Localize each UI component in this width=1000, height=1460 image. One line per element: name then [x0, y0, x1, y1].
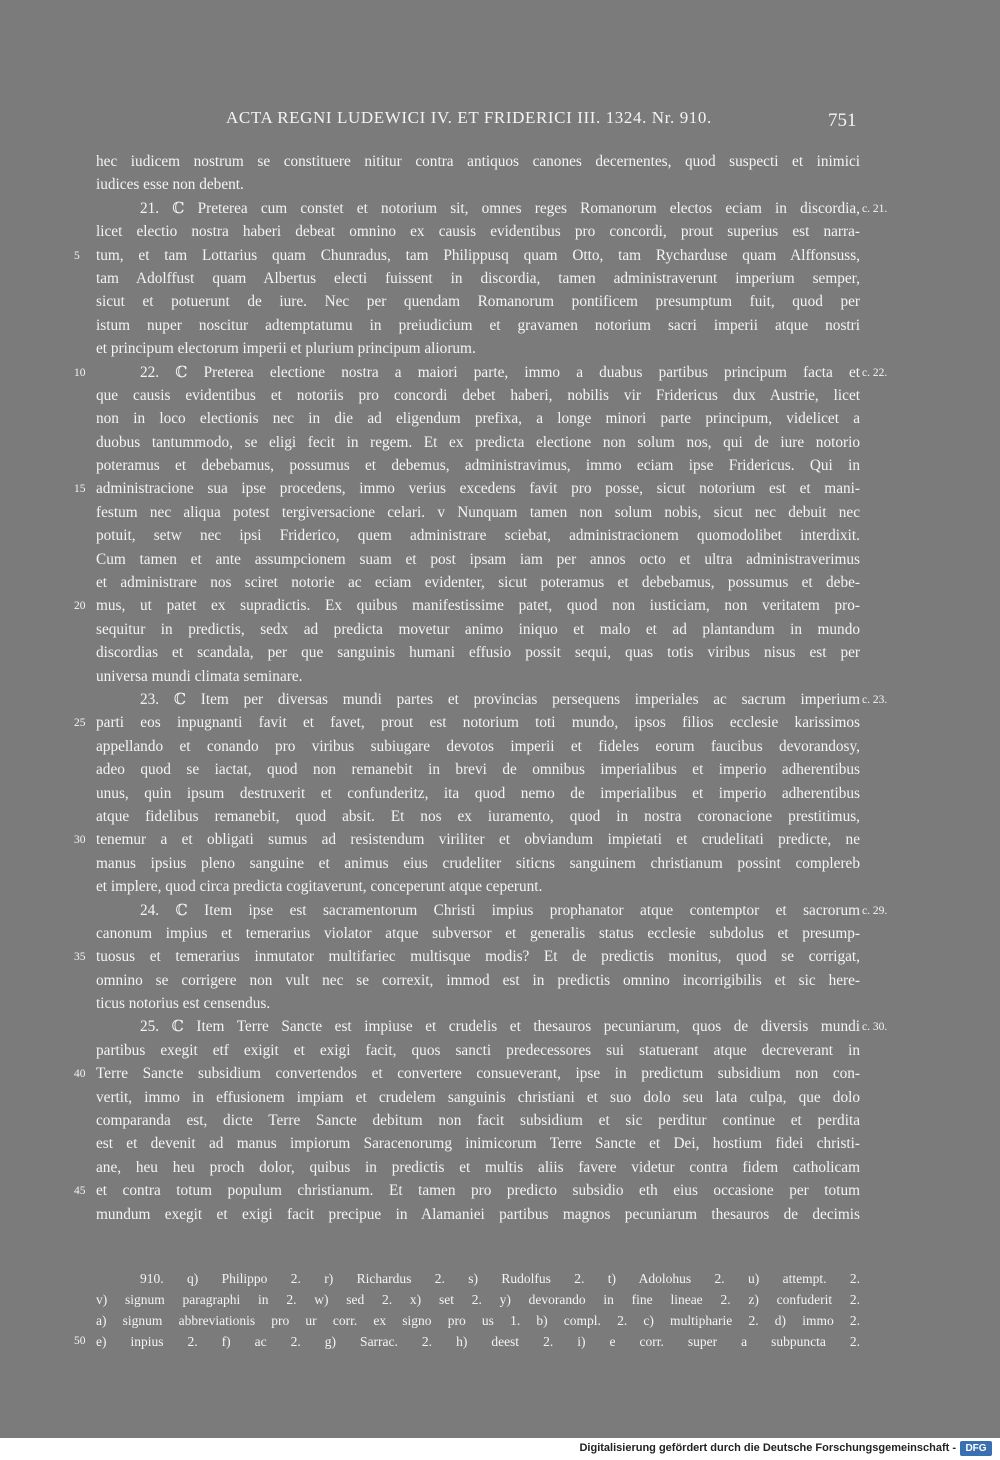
line-text: potuit, setw nec ipsi Friderico, quem administrare sciebat, administracionem quomodolibet interdixit.: [96, 527, 860, 545]
line-text: administracione sua ipse procedens, immo verius excedens favit pro posse, sicut notorium est et mani-: [96, 480, 860, 498]
text-line: [0, 875, 1000, 898]
text-line: [0, 173, 1000, 196]
text-line: [0, 1039, 1000, 1062]
footnote-text: a) signum abbreviationis pro ur corr. ex signo pro us 1. b) compl. 2. c) multipharie 2. d) immo 2.: [96, 1313, 860, 1328]
text-line: [0, 969, 1000, 992]
text-line: [0, 805, 1000, 828]
text-line: [0, 1109, 1000, 1132]
line-number: 25: [74, 717, 86, 730]
text-line: [0, 314, 1000, 337]
line-text: que causis evidentibus et notoriis pro concordi debet haberi, nobilis vir Fridericus dux Austrie, licet: [96, 386, 860, 404]
funding-credit: Digitalisierung gefördert durch die Deutsche Forschungsgemeinschaft -: [579, 1442, 956, 1454]
text-line: [0, 1156, 1000, 1179]
text-line: [0, 197, 1000, 220]
text-line: [0, 150, 1000, 173]
line-text: et principum electorum imperii et plurium principum aliorum.: [96, 340, 476, 358]
line-number: 5: [74, 249, 80, 262]
line-text: mus, ut patet ex supradictis. Ex quibus manifestissime patet, quod non iusticiam, non veritatem pro-: [96, 597, 860, 615]
text-line: [0, 688, 1000, 711]
line-text: unus, quin ipsum destruxerit et confunderitz, ita quod nemo de imperialibus et imperio adherentibus: [96, 784, 860, 802]
line-number: 30: [74, 834, 86, 847]
line-text: discordias et scandala, per que sanguinis humani effusio possit sequi, quas totis viribus nisus est per: [96, 644, 860, 662]
dfg-logo: DFG: [960, 1441, 992, 1456]
line-text: omnino se corrigere non vult nec se correxit, immod est in predictis omnino incorrigibilis et sic here-: [96, 971, 860, 989]
text-line: [0, 1086, 1000, 1109]
footnote-text: e) inpius 2. f) ac 2. g) Sarrac. 2. h) deest 2. i) e corr. super a subpuncta 2.: [96, 1334, 860, 1349]
text-line: [0, 711, 1000, 734]
text-line: [0, 594, 1000, 617]
text-line: [0, 571, 1000, 594]
line-text: vertit, immo in effusionem impiam et crudelem sanguinis christiani et suo dolo seu lata culpa, que dolo: [96, 1088, 860, 1106]
footer-bar: [0, 1438, 1000, 1460]
line-text: atque fidelibus remanebit, quod absit. Et nos ex iuramento, quod in nostra coronacione prestitimus,: [96, 807, 860, 825]
line-text: partibus exegit etf exigit et exigi facit, quos sancti predecessores sui statuerant atque decreverant in: [96, 1041, 860, 1059]
text-line: [0, 1015, 1000, 1038]
text-line: [0, 431, 1000, 454]
margin-note: c. 22.: [862, 366, 888, 379]
text-line: [0, 524, 1000, 547]
line-text: et contra totum populum christianum. Et tamen pro predicto subsidio eth eius occasione per totum: [96, 1182, 860, 1200]
line-text: comparanda est, dicte Terre Sancte debitum non facit subsidium et sic perditur continue et perdita: [96, 1112, 860, 1130]
footnote-line: [0, 1331, 1000, 1352]
text-line: [0, 1179, 1000, 1202]
line-text: 23. ℂ Item per diversas mundi partes et provincias persequens imperiales ac sacrum imperium: [140, 690, 860, 708]
text-line: [0, 477, 1000, 500]
line-number: 10: [74, 366, 86, 379]
line-text: sicut et potuerunt de iure. Nec per quendam Romanorum pontificem presumptum fuit, quod per: [96, 293, 860, 311]
text-line: [0, 992, 1000, 1015]
line-text: et implere, quod circa predicta cogitaverunt, conceperunt atque ceperunt.: [96, 878, 543, 896]
text-line: [0, 1062, 1000, 1085]
line-number: 15: [74, 483, 86, 496]
line-text: 25. ℂ Item Terre Sancte est impiuse et crudelis et thesauros pecuniarum, quos de diversis mundi: [140, 1018, 860, 1036]
text-line: [0, 922, 1000, 945]
line-text: istum nuper noscitur adtemptatumu in preiudicium et gravamen notorium sacri imperii atque nostri: [96, 316, 860, 334]
margin-note: c. 30.: [862, 1021, 888, 1034]
text-line: [0, 641, 1000, 664]
line-text: est et devenit ad manus impiorum Saracenorumg inimicorum Terre Sancte et Dei, hostium fidei christi-: [96, 1135, 860, 1153]
text-line: [0, 899, 1000, 922]
line-text: ane, heu heu proch dolor, quibus in predictis et multis aliis favere videtur contra fidem catholicam: [96, 1158, 860, 1176]
line-text: appellando et conando pro viribus subiugare devotos imperii et fideles eorum faucibus devorandosy,: [96, 737, 860, 755]
text-line: [0, 758, 1000, 781]
text-line: [0, 548, 1000, 571]
line-text: sequitur in predictis, sedx ad predicta movetur animo iniquo et malo et ad plantandum in mundo: [96, 620, 860, 638]
margin-note: c. 23.: [862, 693, 888, 706]
line-number: 45: [74, 1185, 86, 1198]
line-number: 50: [74, 1335, 86, 1347]
line-text: hec iudicem nostrum se constituere nititur contra antiquos canones decernentes, quod suspecti et inimici: [96, 153, 860, 170]
text-line: [0, 290, 1000, 313]
main-text: [0, 150, 1000, 1226]
text-line: [0, 852, 1000, 875]
text-line: [0, 361, 1000, 384]
line-text: non in loco electionis nec in die ad eligendum prefixa, a longe minori parte principum, videlicet a: [96, 410, 860, 428]
text-line: [0, 384, 1000, 407]
line-text: adeo quod se iactat, quod non remanebit in brevi de omnibus imperialibus et imperio adherentibus: [96, 761, 860, 779]
margin-note: c. 29.: [862, 904, 888, 917]
line-text: Terre Sancte subsidium convertendos et convertere consueverant, ipse in predictum subsidium non con-: [96, 1065, 860, 1083]
text-line: [0, 337, 1000, 360]
line-text: licet electio nostra haberi debeat omnino ex causis evidentibus pro concordi, prout superius est narra-: [96, 223, 860, 241]
footnote-line: [0, 1310, 1000, 1331]
text-line: [0, 1203, 1000, 1226]
line-text: tam Adolffust quam Albertus electi fuissent in discordia, tamen administraverunt imperium semper,: [96, 269, 860, 287]
footnote-text: 910. q) Philippo 2. r) Richardus 2. s) Rudolfus 2. t) Adolohus 2. u) attempt. 2.: [140, 1271, 860, 1286]
line-text: duobus tantummodo, se eligi fecit in regem. Et ex predicta electione non solum nos, qui de iure notorio: [96, 433, 860, 451]
line-text: 21. ℂ Preterea cum constet et notorium sit, omnes reges Romanorum electos eciam in discordia,: [140, 199, 860, 217]
footnote-text: v) signum paragraphi in 2. w) sed 2. x) set 2. y) devorando in fine lineae 2. z) confuderit 2.: [96, 1292, 860, 1307]
line-text: poteramus et debebamus, possumus et debemus, administravimus, immo eciam ipse Fridericus. Qui in: [96, 457, 860, 475]
footnote-line: [0, 1289, 1000, 1310]
line-text: et administrare nos sciret notorie ac eciam evidenter, sicut poteramus et debebamus, possumus et debe-: [96, 574, 860, 592]
line-text: tuosus et temerarius inmutator multifariec multisque modis? Et de predictis monitus, quod se corrigat,: [96, 948, 860, 966]
text-line: [0, 1132, 1000, 1155]
line-number: 40: [74, 1068, 86, 1081]
line-text: tenemur a et obligati sumus ad resistendum viriliter et obviandum impietati et crudelitati predicte, ne: [96, 831, 860, 849]
running-title: ACTA REGNI LUDEWICI IV. ET FRIDERICI III. 1324. Nr. 910.: [226, 108, 712, 127]
footnote-line: [0, 1268, 1000, 1289]
line-text: ticus notorius est censendus.: [96, 995, 271, 1013]
text-line: [0, 244, 1000, 267]
line-number: 35: [74, 951, 86, 964]
line-text: parti eos inpugnanti favit et favet, prout est notorium toti mundo, ipsos filios ecclesie karissimos: [96, 714, 860, 732]
text-line: [0, 454, 1000, 477]
line-text: festum nec aliqua potest tergiversacione celari. v Nunquam tamen non solum nobis, sicut nec debuit nec: [96, 503, 860, 521]
text-line: [0, 618, 1000, 641]
line-text: universa mundi climata seminare.: [96, 667, 303, 685]
text-line: [0, 267, 1000, 290]
text-line: [0, 828, 1000, 851]
line-text: 22. ℂ Preterea electione nostra a maiori parte, immo a duabus partibus principum facta et: [140, 363, 860, 381]
footnotes: [0, 1268, 1000, 1352]
line-text: 24. ℂ Item ipse est sacramentorum Christi impius prophanator atque contemptor et sacrorum: [140, 901, 860, 919]
text-line: [0, 782, 1000, 805]
margin-note: c. 21.: [862, 202, 888, 215]
text-line: [0, 945, 1000, 968]
line-text: mundum exegit et exigi facit precipue in Alamaniei partibus magnos pecuniarum thesauros de decimis: [96, 1205, 860, 1223]
text-line: [0, 220, 1000, 243]
line-text: manus ipsius pleno sanguine et animus eius crudeliter siticns sanguinem christianum possint complereb: [96, 854, 860, 872]
line-text: Cum tamen et ante assumpcionem suam et post ipsam iam per annos octo et ultra administraverimus: [96, 550, 860, 568]
page-number: 751: [828, 110, 857, 131]
line-text: canonum impius et temerarius violator atque subversor et generalis status ecclesie subdolus et presump-: [96, 924, 860, 942]
line-text: tum, et tam Lottarius quam Chunradus, tam Philippusq quam Otto, tam Rycharduse quam Alffonsuss,: [96, 246, 860, 264]
text-line: [0, 501, 1000, 524]
text-line: [0, 735, 1000, 758]
line-text: iudices esse non debent.: [96, 176, 244, 194]
page-header: [0, 108, 1000, 138]
text-line: [0, 665, 1000, 688]
line-number: 20: [74, 600, 86, 613]
text-line: [0, 407, 1000, 430]
